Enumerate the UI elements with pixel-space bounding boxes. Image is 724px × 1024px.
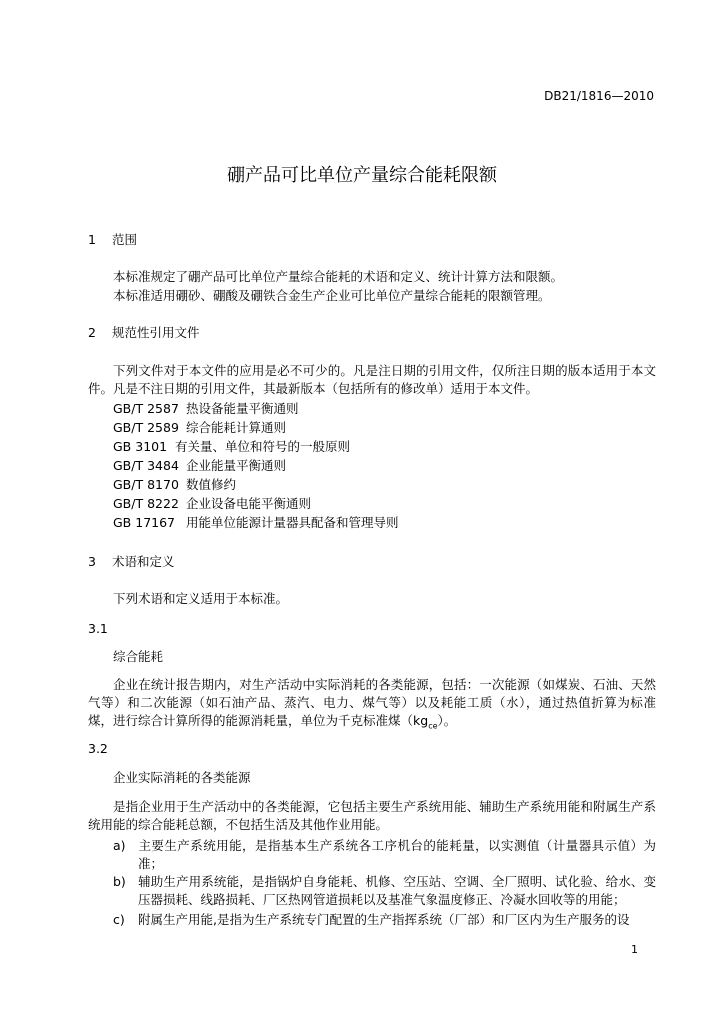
reference-code: GB/T 8222 — [113, 496, 179, 511]
standard-code: DB21/1816—2010 — [544, 89, 654, 103]
list-item — [113, 873, 656, 909]
section-1-heading — [88, 231, 137, 249]
list-marker: a) — [113, 838, 126, 853]
reference-item — [113, 495, 311, 513]
reference-item — [113, 476, 236, 494]
reference-code: GB/T 2587 — [113, 401, 179, 416]
reference-item — [113, 400, 299, 418]
normative-refs-intro: 下列文件对于本文件的应用是必不可少的。凡是注日期的引用文件，仅所注日期的版本适用于本文件。凡是不注日期的引用文件，其最新版本（包括所有的修改单）适用于本文件。 — [88, 363, 656, 396]
scope-paragraph-2: 本标准适用硼砂、硼酸及硼铁合金生产企业可比单位产量综合能耗的限额管理。 — [113, 288, 551, 303]
reference-name: 企业能量平衡通则 — [186, 458, 287, 473]
list-text: 主要生产系统用能，是指基本生产系统各工序机台的能耗量，以实测值（计量器具示值）为准； — [138, 838, 656, 871]
reference-name: 企业设备电能平衡通则 — [186, 496, 312, 511]
reference-code: GB/T 3484 — [113, 458, 179, 473]
reference-name: 用能单位能源计量器具配备和管理导则 — [186, 515, 399, 530]
section-title: 术语和定义 — [111, 554, 175, 569]
term-definition — [88, 676, 656, 730]
term-name: 企业实际消耗的各类能源 — [113, 770, 251, 785]
list-text: 辅助生产用系统能，是指锅炉自身能耗、机修、空压站、空调、全厂照明、试化验、给水、变压器损耗、线路损耗、厂区热网管道损耗以及基准气象温度修正、冷凝水回收等的用能； — [138, 874, 656, 907]
unit-subscript: ce — [428, 721, 438, 731]
reference-item — [113, 457, 286, 475]
list-item — [113, 837, 656, 873]
reference-item — [113, 438, 350, 456]
reference-code: GB/T 2589 — [113, 420, 179, 435]
section-title: 范围 — [111, 232, 137, 247]
term-name: 综合能耗 — [113, 649, 164, 664]
list-marker: b) — [113, 874, 126, 889]
page-number: 1 — [631, 943, 638, 956]
reference-item — [113, 514, 399, 532]
reference-name: 有关量、单位和符号的一般原则 — [175, 439, 351, 454]
section-number: 2 — [88, 325, 96, 340]
reference-code: GB 17167 — [113, 515, 175, 530]
reference-code: GB 3101 — [113, 439, 168, 454]
reference-name: 综合能耗计算通则 — [186, 420, 287, 435]
term-number: 3.1 — [88, 621, 108, 636]
list-item — [113, 911, 656, 929]
terms-intro: 下列术语和定义适用于本标准。 — [113, 591, 289, 606]
section-2-heading — [88, 324, 200, 342]
list-text: 附属生产用能,是指为生产系统专门配置的生产指挥系统（厂部）和厂区内为生产服务的设 — [138, 912, 630, 927]
section-number: 1 — [88, 232, 96, 247]
reference-code: GB/T 8170 — [113, 477, 179, 492]
section-3-heading — [88, 553, 175, 571]
scope-paragraph-1: 本标准规定了硼产品可比单位产量综合能耗的术语和定义、统计计算方法和限额。 — [113, 269, 564, 284]
definition-text-end: ）。 — [437, 713, 457, 728]
reference-name: 热设备能量平衡通则 — [186, 401, 299, 416]
list-marker: c) — [113, 912, 125, 927]
term-definition: 是指企业用于生产活动中的各类能源，它包括主要生产系统用能、辅助生产系统用能和附属生产系统用能的综合能耗总额，不包括生活及其他作业用能。 — [88, 799, 656, 832]
section-title: 规范性引用文件 — [111, 325, 200, 340]
term-number: 3.2 — [88, 741, 108, 756]
section-number: 3 — [88, 554, 96, 569]
document-title: 硼产品可比单位产量综合能耗限额 — [227, 165, 497, 186]
reference-item — [113, 419, 286, 437]
definition-text: 企业在统计报告期内，对生产活动中实际消耗的各类能源，包括：一次能源（如煤炭、石油、天然气等）和二次能源（如石油产品、蒸汽、电力、煤气等）以及耗能工质（水），通过热值折算为标准煤，进行综合计算所得的能源消耗量，单位为千克标准煤（kg — [88, 677, 656, 728]
reference-name: 数值修约 — [186, 477, 237, 492]
